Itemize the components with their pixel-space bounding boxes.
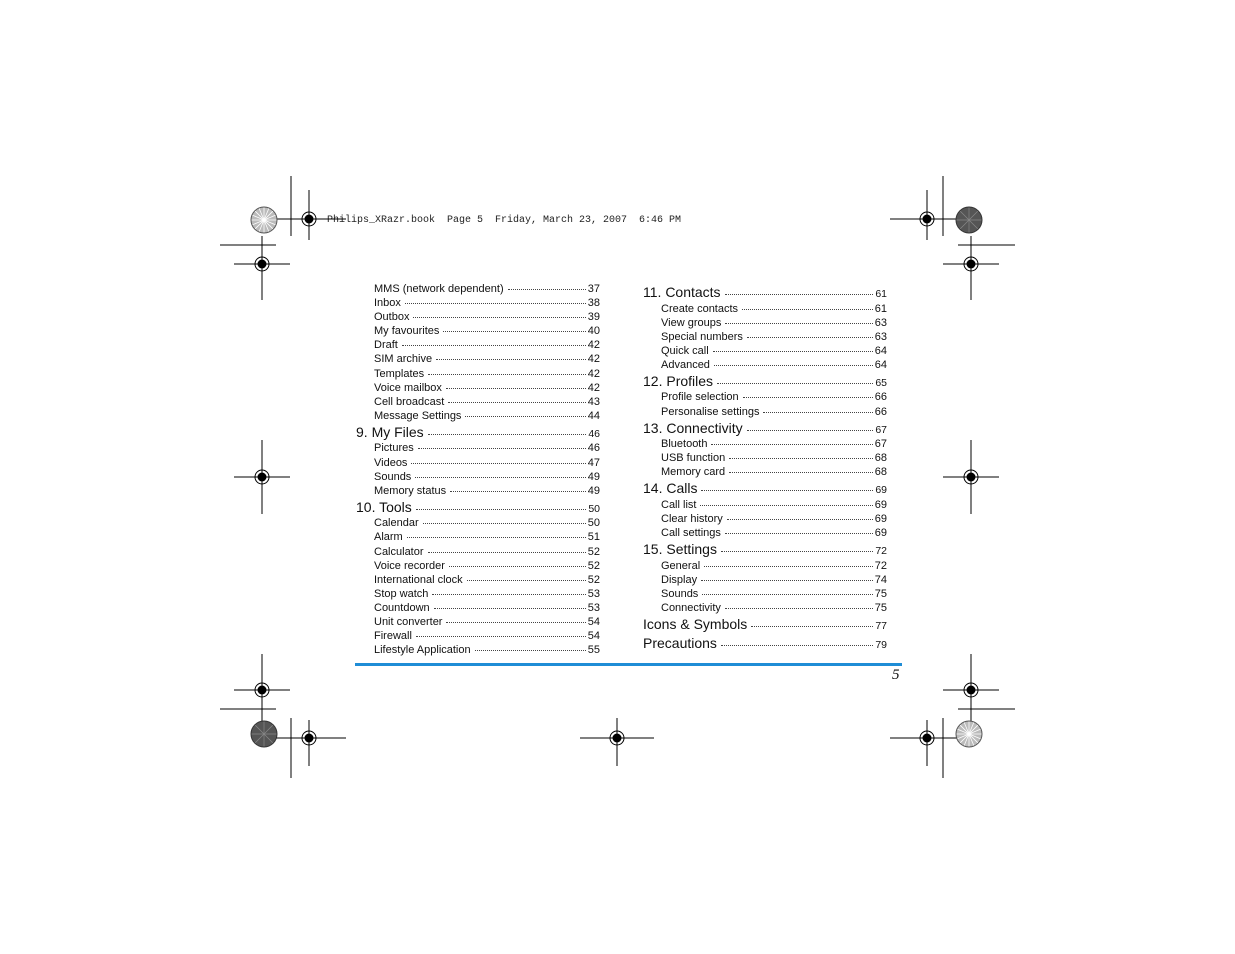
toc-entry[interactable] xyxy=(643,526,887,540)
dot-leader xyxy=(450,491,586,492)
toc-entry-page: 52 xyxy=(587,573,600,586)
toc-entry[interactable] xyxy=(356,324,600,338)
dot-leader xyxy=(704,566,873,567)
toc-entry[interactable] xyxy=(356,559,600,573)
toc-entry-label: Outbox xyxy=(374,311,410,324)
toc-entry-label: Sounds xyxy=(661,587,699,600)
dot-leader xyxy=(714,365,873,366)
dot-leader xyxy=(432,594,585,595)
toc-entry-page: 64 xyxy=(874,358,887,371)
toc-entry[interactable] xyxy=(356,395,600,409)
dot-leader xyxy=(446,622,585,623)
toc-entry-label: 9. My Files xyxy=(356,423,424,440)
toc-entry[interactable] xyxy=(356,456,600,470)
toc-entry[interactable] xyxy=(643,573,887,587)
toc-entry-page: 61 xyxy=(874,302,887,315)
toc-entry-page: 74 xyxy=(874,573,887,586)
dot-leader xyxy=(416,636,586,637)
toc-entry[interactable] xyxy=(356,282,600,296)
toc-entry-label: Pictures xyxy=(374,442,414,455)
dot-leader xyxy=(742,309,873,310)
dot-leader xyxy=(713,351,873,352)
toc-entry-label: My favourites xyxy=(374,325,440,338)
dot-leader xyxy=(411,463,585,464)
toc-entry[interactable] xyxy=(356,545,600,559)
toc-entry-page: 42 xyxy=(587,353,600,366)
toc-entry-page: 44 xyxy=(587,409,600,422)
toc-entry-page: 43 xyxy=(587,395,600,408)
toc-entry-page: 50 xyxy=(587,517,600,530)
dot-leader xyxy=(413,317,585,318)
dot-leader xyxy=(436,359,586,360)
toc-entry-label: Calculator xyxy=(374,545,424,558)
toc-entry-label: Stop watch xyxy=(374,587,429,600)
toc-entry-label: SIM archive xyxy=(374,353,433,366)
dot-leader xyxy=(428,434,587,435)
toc-entry-label: Templates xyxy=(374,367,425,380)
toc-entry-label: MMS (network dependent) xyxy=(374,283,504,295)
toc-entry[interactable] xyxy=(356,516,600,530)
dot-leader xyxy=(443,331,585,332)
dot-leader xyxy=(446,388,586,389)
toc-entry[interactable] xyxy=(356,615,600,629)
dot-leader xyxy=(448,402,585,403)
toc-entry[interactable] xyxy=(356,367,600,381)
toc-entry-label: Display xyxy=(661,573,698,586)
toc-entry-label: Inbox xyxy=(374,297,401,310)
toc-entry-label: Draft xyxy=(374,339,398,352)
toc-entry-page: 68 xyxy=(874,452,887,465)
toc-entry-label: Cell broadcast xyxy=(374,395,445,408)
toc-entry-page: 66 xyxy=(874,405,887,418)
toc-entry-page: 39 xyxy=(587,311,600,324)
toc-entry-label: Voice recorder xyxy=(374,559,445,572)
toc-entry-page: 42 xyxy=(587,339,600,352)
toc-entry[interactable] xyxy=(643,587,887,601)
dot-leader xyxy=(405,303,586,304)
toc-entry-page: 49 xyxy=(587,470,600,483)
dot-leader xyxy=(725,294,874,295)
toc-entry-page: 69 xyxy=(874,527,887,540)
dot-leader xyxy=(725,608,873,609)
toc-entry-page: 40 xyxy=(587,325,600,338)
toc-entry[interactable] xyxy=(643,465,887,479)
dot-leader xyxy=(434,608,586,609)
dot-leader xyxy=(701,580,873,581)
toc-entry[interactable] xyxy=(643,512,887,526)
toc-entry-label: USB function xyxy=(661,452,726,465)
toc-entry-page: 69 xyxy=(875,484,887,497)
toc-entry[interactable] xyxy=(643,390,887,404)
toc-entry-page: 79 xyxy=(875,638,887,651)
toc-entry[interactable] xyxy=(356,587,600,601)
toc-entry[interactable] xyxy=(356,441,600,455)
toc-entry-page: 66 xyxy=(874,391,887,404)
toc-entry-label: 15. Settings xyxy=(643,541,717,558)
dot-leader xyxy=(428,374,586,375)
toc-entry-label: Personalise settings xyxy=(661,405,760,418)
toc-entry-label: Countdown xyxy=(374,601,430,614)
dot-leader xyxy=(721,645,873,646)
toc-entry-label: Alarm xyxy=(374,531,403,544)
toc-entry[interactable] xyxy=(356,530,600,544)
toc-entry[interactable] xyxy=(356,470,600,484)
dot-leader xyxy=(415,477,585,478)
toc-entry[interactable] xyxy=(643,437,887,451)
starburst-target-icon xyxy=(251,721,277,747)
toc-entry-page: 52 xyxy=(587,545,600,558)
toc-entry[interactable] xyxy=(643,451,887,465)
toc-entry-label: Voice mailbox xyxy=(374,381,442,394)
toc-entry-label: View groups xyxy=(661,316,722,329)
dot-leader xyxy=(729,472,873,473)
toc-entry[interactable] xyxy=(356,381,600,395)
toc-entry[interactable] xyxy=(643,540,887,559)
toc-entry-label: Special numbers xyxy=(661,330,743,343)
toc-entry[interactable] xyxy=(643,358,887,372)
toc-entry-label: General xyxy=(661,559,701,572)
dot-leader xyxy=(751,626,873,627)
toc-entry-label: International clock xyxy=(374,573,463,586)
toc-entry-label: Memory card xyxy=(661,466,726,479)
dot-leader xyxy=(725,533,873,534)
toc-right-column xyxy=(643,283,887,652)
toc-entry-page: 75 xyxy=(874,587,887,600)
toc-entry-page: 49 xyxy=(587,484,600,497)
toc-entry-page: 51 xyxy=(587,531,600,544)
toc-entry-page: 75 xyxy=(874,602,887,614)
toc-entry[interactable] xyxy=(643,634,887,653)
dot-leader xyxy=(428,552,586,553)
toc-entry-page: 50 xyxy=(588,502,600,515)
toc-entry-page: 42 xyxy=(587,367,600,380)
dot-leader xyxy=(418,448,586,449)
toc-entry[interactable] xyxy=(643,419,887,438)
toc-entry-label: Unit converter xyxy=(374,615,443,628)
dot-leader xyxy=(402,345,586,346)
toc-entry-label: Lifestyle Application xyxy=(374,644,471,657)
toc-entry-label: Firewall xyxy=(374,630,412,643)
dot-leader xyxy=(763,412,872,413)
toc-entry-label: Call list xyxy=(661,498,697,511)
dot-leader xyxy=(701,490,873,491)
toc-entry[interactable] xyxy=(643,615,887,634)
toc-entry-page: 54 xyxy=(587,615,600,628)
toc-entry[interactable] xyxy=(643,316,887,330)
toc-entry-page: 67 xyxy=(874,438,887,451)
toc-entry[interactable] xyxy=(356,423,600,442)
dot-leader xyxy=(725,323,872,324)
toc-entry[interactable] xyxy=(356,409,600,423)
toc-entry[interactable] xyxy=(356,573,600,587)
dot-leader xyxy=(508,289,586,290)
toc-entry[interactable] xyxy=(643,302,887,316)
dot-leader xyxy=(717,383,873,384)
toc-entry-label: Advanced xyxy=(661,358,710,371)
toc-entry-page: 37 xyxy=(587,283,600,295)
toc-entry-page: 77 xyxy=(875,620,887,633)
toc-entry-page: 68 xyxy=(874,466,887,479)
toc-entry-label: Memory status xyxy=(374,484,447,497)
toc-entry[interactable] xyxy=(356,643,600,657)
toc-entry[interactable] xyxy=(643,372,887,391)
dot-leader xyxy=(743,397,873,398)
dot-leader xyxy=(423,523,586,524)
dot-leader xyxy=(711,444,872,445)
toc-entry-label: Quick call xyxy=(661,344,709,357)
toc-entry-page: 72 xyxy=(874,559,887,572)
toc-entry[interactable] xyxy=(356,498,600,517)
toc-entry-label: 14. Calls xyxy=(643,480,698,497)
toc-entry-page: 42 xyxy=(587,381,600,394)
dot-leader xyxy=(449,566,586,567)
toc-entry-page: 55 xyxy=(587,644,600,657)
toc-entry-page: 52 xyxy=(587,559,600,572)
toc-entry-page: 65 xyxy=(875,376,887,389)
dot-leader xyxy=(721,551,873,552)
toc-entry-label: Calendar xyxy=(374,517,419,530)
toc-entry-label: 10. Tools xyxy=(356,498,412,515)
toc-entry-page: 64 xyxy=(874,344,887,357)
toc-left-column xyxy=(356,282,600,657)
toc-entry-label: Videos xyxy=(374,456,408,469)
toc-entry[interactable] xyxy=(643,479,887,498)
toc-entry-page: 53 xyxy=(587,587,600,600)
toc-entry-label: Clear history xyxy=(661,513,723,526)
dot-leader xyxy=(702,594,872,595)
toc-entry-label: Icons & Symbols xyxy=(643,616,748,633)
toc-entry[interactable] xyxy=(643,559,887,573)
dot-leader xyxy=(700,505,872,506)
toc-entry[interactable] xyxy=(643,405,887,419)
toc-entry-label: Call settings xyxy=(661,527,721,540)
toc-entry-page: 38 xyxy=(587,297,600,310)
toc-entry-label: Precautions xyxy=(643,634,717,651)
dot-leader xyxy=(416,509,587,510)
footer-rule xyxy=(355,663,902,666)
dot-leader xyxy=(475,650,586,651)
toc-entry-page: 69 xyxy=(874,498,887,511)
toc-entry[interactable] xyxy=(356,310,600,324)
dot-leader xyxy=(467,580,586,581)
toc-entry-page: 53 xyxy=(587,601,600,614)
toc-entry[interactable] xyxy=(643,283,887,302)
toc-entry[interactable] xyxy=(356,629,600,643)
toc-entry-label: Sounds xyxy=(374,470,412,483)
toc-entry-page: 47 xyxy=(587,456,600,469)
dot-leader xyxy=(747,430,874,431)
dot-leader xyxy=(465,416,585,417)
toc-entry[interactable] xyxy=(643,601,887,615)
toc-entry[interactable] xyxy=(356,338,600,352)
toc-entry-label: Create contacts xyxy=(661,302,739,315)
toc-entry-page: 63 xyxy=(874,316,887,329)
toc-entry[interactable] xyxy=(643,330,887,344)
toc-entry-page: 46 xyxy=(588,427,600,440)
toc-entry-label: 12. Profiles xyxy=(643,372,714,389)
starburst-target-icon xyxy=(956,207,982,233)
print-info-header: Philips_XRazr.book Page 5 Friday, March 23, 2007 6:46 PM xyxy=(327,215,682,226)
toc-entry-page: 63 xyxy=(874,330,887,343)
toc-entry-label: 13. Connectivity xyxy=(643,419,743,436)
toc-entry[interactable] xyxy=(643,498,887,512)
starburst-target-icon xyxy=(956,721,982,747)
dot-leader xyxy=(729,458,873,459)
toc-entry-label: Bluetooth xyxy=(661,438,708,451)
toc-entry-page: 72 xyxy=(875,545,887,558)
toc-entry-label: Profile selection xyxy=(661,391,739,404)
toc-entry-page: 69 xyxy=(874,513,887,526)
toc-entry-label: Connectivity xyxy=(661,602,721,614)
toc-entry-page: 46 xyxy=(587,442,600,455)
toc-entry[interactable] xyxy=(356,352,600,366)
dot-leader xyxy=(747,337,873,338)
toc-entry-label: 11. Contacts xyxy=(643,284,721,300)
toc-entry-page: 61 xyxy=(875,288,887,300)
starburst-target-icon xyxy=(251,207,277,233)
toc-entry-page: 67 xyxy=(875,423,887,436)
dot-leader xyxy=(407,537,586,538)
toc-entry[interactable] xyxy=(643,344,887,358)
dot-leader xyxy=(727,519,873,520)
page-number: 5 xyxy=(892,667,900,683)
toc-entry[interactable] xyxy=(356,601,600,615)
toc-entry-page: 54 xyxy=(587,630,600,643)
toc-entry-label: Message Settings xyxy=(374,409,462,422)
toc-entry[interactable] xyxy=(356,484,600,498)
toc-entry[interactable] xyxy=(356,296,600,310)
